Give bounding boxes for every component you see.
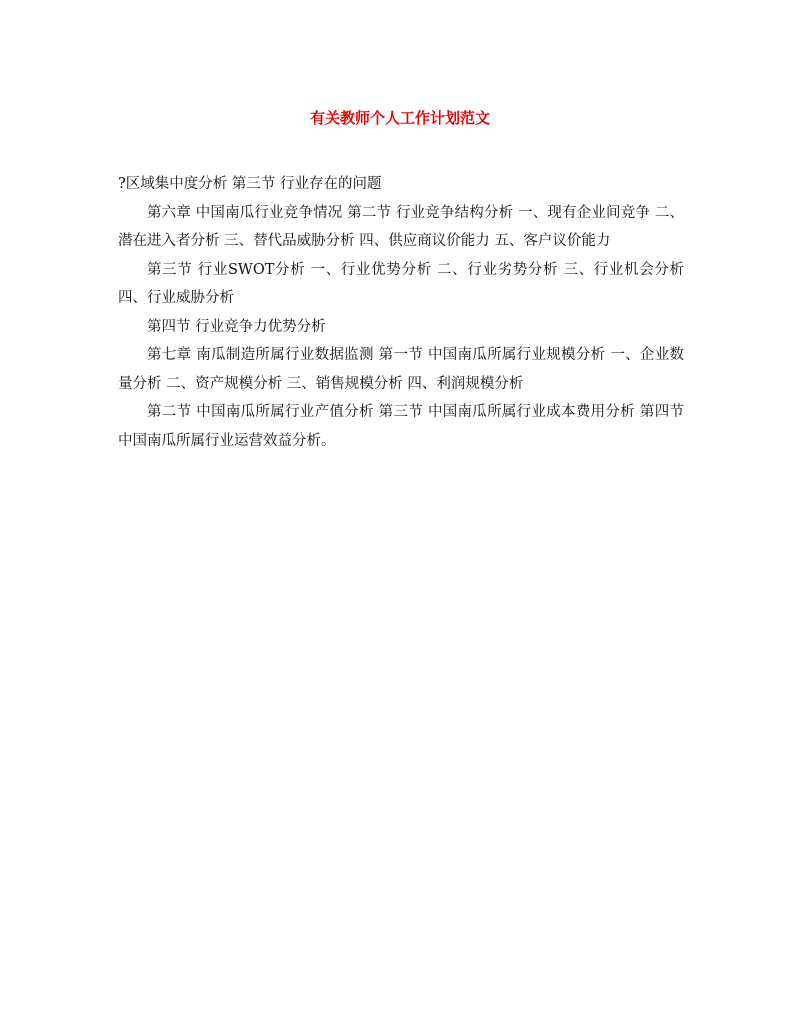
paragraph: ?区域集中度分析 第三节 行业存在的问题 — [118, 176, 382, 192]
paragraph: 第二节 中国南瓜所属行业产值分析 第三节 中国南瓜所属行业成本费用分析 第四节 中国南瓜所属行业运营效益分析。 — [118, 404, 684, 449]
document-body — [118, 170, 684, 455]
document-title: 有关教师个人工作计划范文 — [309, 109, 490, 127]
paragraph: 第四节 行业竞争力优势分析 — [147, 318, 326, 335]
paragraph: 第六章 中国南瓜行业竞争情况 第二节 行业竞争结构分析 一、现有企业间竞争 二、潜在进入者分析 三、替代品威胁分析 四、供应商议价能力 五、客户议价能力 — [118, 204, 684, 249]
paragraph: 第三节 行业SWOT分析 一、行业优势分析 二、行业劣势分析 三、行业机会分析 四、行业威胁分析 — [118, 261, 684, 306]
paragraph: 第七章 南瓜制造所属行业数据监测 第一节 中国南瓜所属行业规模分析 一、企业数量分析 二、资产规模分析 三、销售规模分析 四、利润规模分析 — [118, 347, 684, 392]
